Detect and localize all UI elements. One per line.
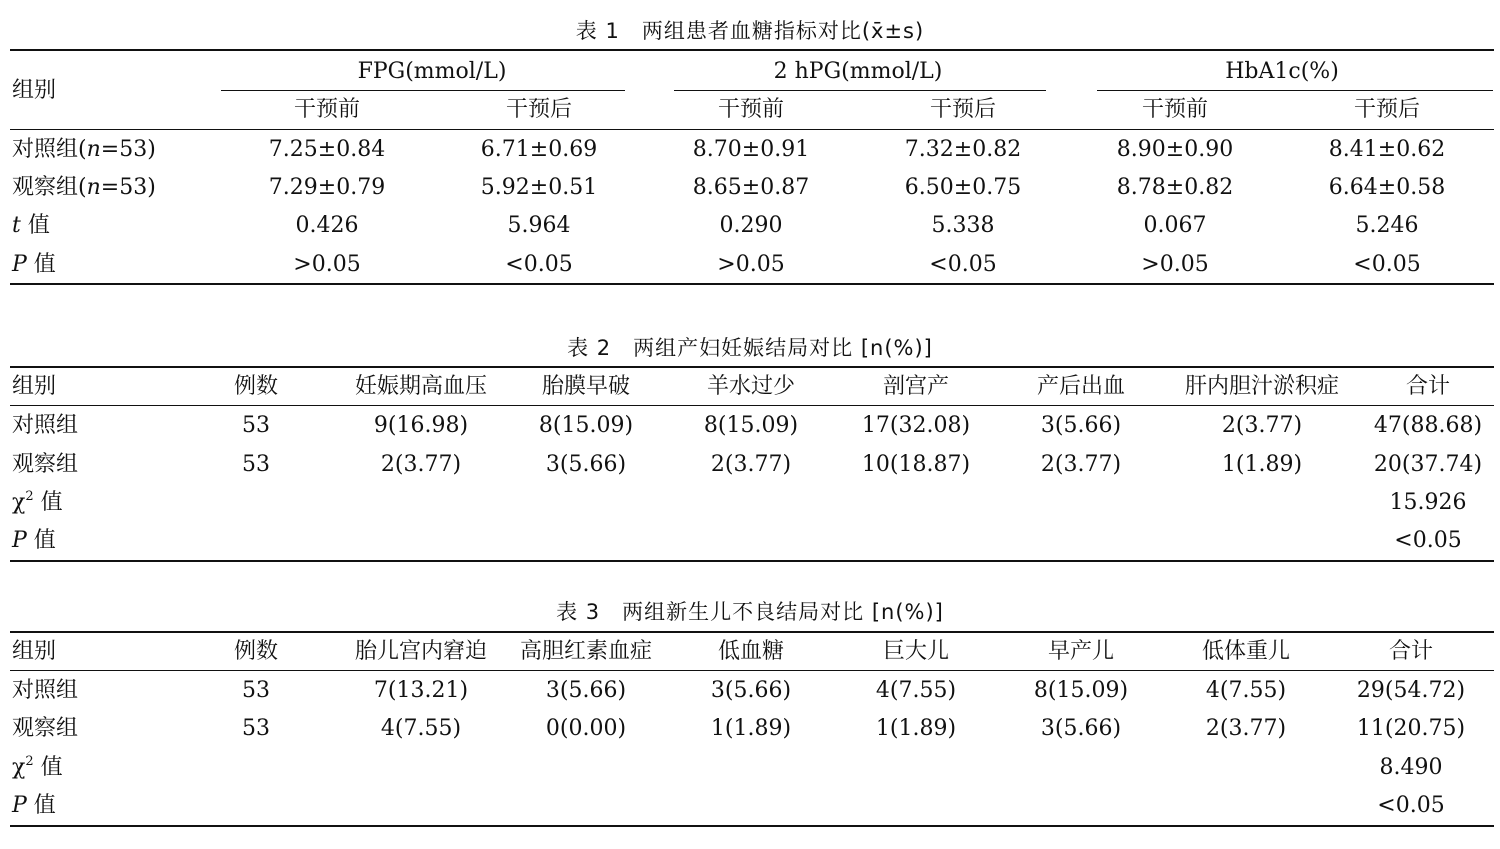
- table3-caption-id: 表 3: [556, 600, 601, 624]
- table1-cell: 6.50±0.75: [904, 175, 1022, 200]
- table1-top-rule: [10, 49, 1494, 51]
- table1-group-fpg: FPG(mmol/L): [357, 59, 507, 84]
- table2-caption-id: 表 2: [567, 336, 612, 360]
- table1-cell: 5.964: [507, 213, 571, 238]
- table1-cell: 0.426: [295, 213, 359, 238]
- table1-row-label-control: 对照组(n=53): [12, 137, 156, 162]
- table1-sub-header: 干预前: [1141, 97, 1209, 122]
- table3-cell: 4(7.55): [380, 716, 462, 741]
- table2-cell: 3(5.66): [545, 452, 627, 477]
- table1-cell: >0.05: [717, 252, 785, 277]
- table1-caption-id: 表 1: [575, 19, 620, 43]
- table2-top-rule: [10, 366, 1494, 368]
- table3-top-rule: [10, 631, 1494, 633]
- table2-cell: 观察组: [12, 452, 79, 477]
- table2-cell: 2(3.77): [1040, 452, 1122, 477]
- table3-p-value: <0.05: [1377, 793, 1445, 818]
- table2-cell: 1(1.89): [1221, 452, 1303, 477]
- table3-header: 组别: [12, 639, 57, 664]
- table1-sub-header: 干预后: [505, 97, 573, 122]
- table1-group-rule-2hpg: [674, 90, 1046, 91]
- table3-header-rule: [10, 670, 1494, 671]
- table3-cell: 8(15.09): [1033, 678, 1129, 703]
- table2-header: 胎膜早破: [541, 374, 631, 399]
- table2-cell: 3(5.66): [1040, 413, 1122, 438]
- table2-header: 产后出血: [1036, 374, 1126, 399]
- table1-cell: 5.338: [931, 213, 995, 238]
- table1-group-rule-fpg: [221, 90, 625, 91]
- table2-cell: 20(37.74): [1373, 452, 1483, 477]
- table1-row-label-p: P 值: [12, 252, 56, 277]
- table2-cell: 2(3.77): [380, 452, 462, 477]
- table1-caption: [0, 18, 1500, 44]
- table2-cell: 对照组: [12, 413, 79, 438]
- table1-row-header: 组别: [12, 78, 57, 103]
- table3-cell: 0(0.00): [545, 716, 627, 741]
- table3-cell: 观察组: [12, 716, 79, 741]
- table1-row-label-observation: 观察组(n=53): [12, 175, 156, 200]
- table3-cell: 3(5.66): [1040, 716, 1122, 741]
- table1-cell: <0.05: [505, 252, 573, 277]
- table2-cell: 47(88.68): [1373, 413, 1483, 438]
- table2-header: 肝内胆汁淤积症: [1184, 374, 1340, 399]
- table1-cell: 8.90±0.90: [1116, 137, 1234, 162]
- table1-cell: 8.65±0.87: [692, 175, 810, 200]
- table2-chi-value: 15.926: [1389, 490, 1467, 515]
- table2-cell: 8(15.09): [538, 413, 634, 438]
- table1-cell: <0.05: [1353, 252, 1421, 277]
- table3-header: 高胆红素血症: [519, 639, 653, 664]
- table3-cell: 7(13.21): [373, 678, 469, 703]
- table1-cell: 5.246: [1355, 213, 1419, 238]
- table1-bottom-rule: [10, 283, 1494, 285]
- table3-header: 合计: [1388, 639, 1434, 664]
- table3-header: 巨大儿: [882, 639, 950, 664]
- table3-cell: 2(3.77): [1205, 716, 1287, 741]
- table3-header: 例数: [233, 639, 279, 664]
- table2-p-value: <0.05: [1394, 528, 1462, 553]
- table2-cell: 10(18.87): [861, 452, 971, 477]
- table3-cell: 对照组: [12, 678, 79, 703]
- table3-header: 低体重儿: [1201, 639, 1291, 664]
- table1-caption-suffix: (x̄±s): [861, 19, 925, 43]
- table1-sub-header: 干预后: [1353, 97, 1421, 122]
- table2-header: 妊娠期高血压: [354, 374, 488, 399]
- table3-caption: [0, 599, 1500, 625]
- table2-caption: [0, 335, 1500, 361]
- table2-p-label: P 值: [12, 528, 56, 553]
- table2-cell: 53: [242, 413, 270, 438]
- table1-cell: 7.29±0.79: [268, 175, 386, 200]
- table1-header-rule: [10, 129, 1494, 130]
- table1-cell: >0.05: [293, 252, 361, 277]
- table1-cell: 6.71±0.69: [480, 137, 598, 162]
- table1-group-rule-hba1c: [1097, 90, 1493, 91]
- table3-cell: 11(20.75): [1356, 716, 1466, 741]
- table1-cell: 8.70±0.91: [692, 137, 810, 162]
- table2-caption-text: 两组产妇妊娠结局对比: [633, 336, 854, 360]
- table1-cell: 0.290: [719, 213, 783, 238]
- table3-caption-text: 两组新生儿不良结局对比: [622, 600, 865, 624]
- table1-cell: 8.41±0.62: [1328, 137, 1446, 162]
- table3-cell: 1(1.89): [875, 716, 957, 741]
- table3-cell: 4(7.55): [1205, 678, 1287, 703]
- table1-cell: 0.067: [1143, 213, 1207, 238]
- table2-caption-suffix: [n(%)]: [860, 336, 933, 360]
- table2-bottom-rule: [10, 560, 1494, 562]
- table3-chi-label: $\chi^2$ 值: [12, 754, 63, 780]
- table1-cell: 6.64±0.58: [1328, 175, 1446, 200]
- table3-cell: 3(5.66): [545, 678, 627, 703]
- table2-header: 合计: [1405, 374, 1451, 399]
- table1-cell: >0.05: [1141, 252, 1209, 277]
- table3-bottom-rule: [10, 825, 1494, 827]
- table1-group-hba1c: HbA1c(%): [1225, 59, 1339, 84]
- table2-header: 例数: [233, 374, 279, 399]
- table1-cell: 5.92±0.51: [480, 175, 598, 200]
- table3-chi-value: 8.490: [1379, 755, 1443, 780]
- table3-cell: 3(5.66): [710, 678, 792, 703]
- table1-row-label-t: t 值: [12, 213, 50, 238]
- table3-cell: 53: [242, 678, 270, 703]
- table2-cell: 2(3.77): [710, 452, 792, 477]
- table1-cell: 7.25±0.84: [268, 137, 386, 162]
- table3-cell: 1(1.89): [710, 716, 792, 741]
- table2-cell: 2(3.77): [1221, 413, 1303, 438]
- table3-header: 早产儿: [1047, 639, 1115, 664]
- table3-cell: 4(7.55): [875, 678, 957, 703]
- table2-cell: 53: [242, 452, 270, 477]
- table2-cell: 8(15.09): [703, 413, 799, 438]
- table2-cell: 9(16.98): [373, 413, 469, 438]
- table1-group-2hpg: 2 hPG(mmol/L): [773, 59, 943, 84]
- table1-sub-header: 干预后: [929, 97, 997, 122]
- table3-cell: 29(54.72): [1356, 678, 1466, 703]
- table3-cell: 53: [242, 716, 270, 741]
- table1-cell: 7.32±0.82: [904, 137, 1022, 162]
- table1-caption-text: 两组患者血糖指标对比: [641, 19, 862, 43]
- table2-header: 羊水过少: [706, 374, 796, 399]
- table2-cell: 17(32.08): [861, 413, 971, 438]
- table3-p-label: P 值: [12, 793, 56, 818]
- table1-sub-header: 干预前: [293, 97, 361, 122]
- table2-header: 剖宫产: [882, 374, 950, 399]
- table1-sub-header: 干预前: [717, 97, 785, 122]
- table3-header: 胎儿宫内窘迫: [354, 639, 488, 664]
- table2-chi-label: $\chi^2$ 值: [12, 489, 63, 515]
- table2-header-rule: [10, 405, 1494, 406]
- table3-caption-suffix: [n(%)]: [871, 600, 944, 624]
- table3-header: 低血糖: [717, 639, 785, 664]
- table2-header: 组别: [12, 374, 57, 399]
- table1-cell: 8.78±0.82: [1116, 175, 1234, 200]
- table1-cell: <0.05: [929, 252, 997, 277]
